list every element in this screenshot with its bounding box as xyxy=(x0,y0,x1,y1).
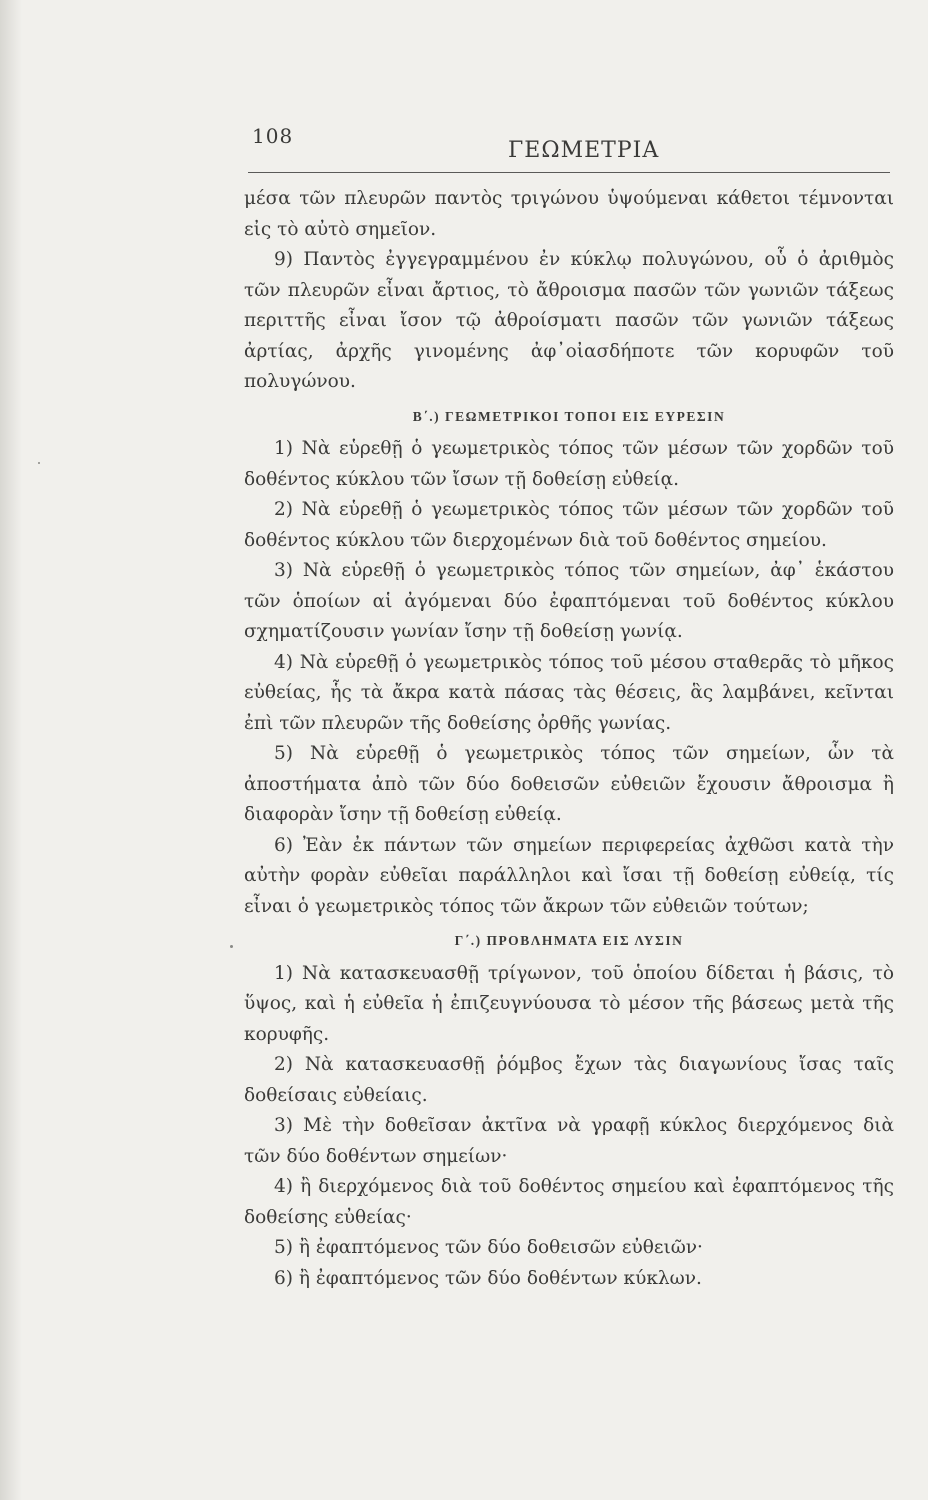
problem-5: 5) ἢ ἐφαπτόμενος τῶν δύο δοθεισῶν εὐθειῶν· xyxy=(274,1237,703,1258)
locus-exercise-1: 1) Νὰ εὑρεθῇ ὁ γεωμετρικὸς τόπος τῶν μέσων τῶν χορδῶν τοῦ δοθέντος κύκλου τῶν ἴσων τῇ δοθείσῃ εὐθείᾳ. xyxy=(244,438,894,490)
section-heading-b: Β΄.) ΓΕΩΜΕΤΡΙΚΟΙ ΤΟΠΟΙ ΕΙΣ ΕΥΡΕΣΙΝ xyxy=(412,408,726,424)
paper-speck xyxy=(230,945,233,948)
locus-exercise-4: 4) Νὰ εὑρεθῇ ὁ γεωμετρικὸς τόπος τοῦ μέσου σταθερᾶς τὸ μῆκος εὐθείας, ἧς τὰ ἄκρα κατὰ πάσας τὰς θέσεις, ἃς λαμβάνει, κεῖνται ἐπὶ τῶν πλευρῶν τῆς δοθείσης ὀρθῆς γωνίας. xyxy=(244,651,894,734)
problem-3: 3) Μὲ τὴν δοθεῖσαν ἀκτῖνα νὰ γραφῇ κύκλος διερχόμενος διὰ τῶν δύο δοθέντων σημείων· xyxy=(244,1115,894,1167)
page-number: 108 xyxy=(252,124,294,148)
locus-exercise-2: 2) Νὰ εὑρεθῇ ὁ γεωμετρικὸς τόπος τῶν μέσων τῶν χορδῶν τοῦ δοθέντος κύκλου τῶν διερχομένων διὰ τοῦ δοθέντος σημείου. xyxy=(244,499,894,551)
page-body xyxy=(244,184,894,1294)
locus-exercise-6: 6) Ἐὰν ἐκ πάντων τῶν σημείων περιφερείας ἀχθῶσι κατὰ τὴν αὐτὴν φορὰν εὐθεῖαι παράλληλοι καὶ ἴσαι τῇ δοθείσῃ εὐθείᾳ, τίς εἶναι ὁ γεωμετρικὸς τόπος τῶν ἄκρων τῶν εὐθειῶν τούτων; xyxy=(244,834,894,917)
theorem-9: 9) Παντὸς ἐγγεγραμμένου ἐν κύκλῳ πολυγώνου, οὗ ὁ ἀριθμὸς τῶν πλευρῶν εἶναι ἄρτιος, τὸ ἄθροισμα πασῶν τῶν γωνιῶν τάξεως περιττῆς εἶναι ἴσον τῷ ἀθροίσματι πασῶν τῶν γωνιῶν τάξεως ἀρτίας, ἀρχῆς γινομένης ἀφ᾽οἰασδήποτε τῶν κορυφῶν τοῦ πολυγώνου. xyxy=(244,249,894,392)
problem-2: 2) Νὰ κατασκευασθῇ ῥόμβος ἔχων τὰς διαγωνίους ἴσας ταῖς δοθείσαις εὐθείαις. xyxy=(244,1054,894,1106)
paper-speck xyxy=(38,462,40,464)
problem-6: 6) ἢ ἐφαπτόμενος τῶν δύο δοθέντων κύκλων. xyxy=(274,1267,702,1289)
section-heading-g: Γ΄.) ΠΡΟΒΛΗΜΑΤΑ ΕΙΣ ΛΥΣΙΝ xyxy=(454,933,684,948)
page-gutter-shadow xyxy=(0,0,22,1500)
paragraph-continuation: μέσα τῶν πλευρῶν παντὸς τριγώνου ὑψούμεναι κάθετοι τέμνονται εἰς τὸ αὐτὸ σημεῖον. xyxy=(244,188,894,240)
locus-exercise-3: 3) Νὰ εὑρεθῇ ὁ γεωμετρικὸς τόπος τῶν σημείων, ἀφ᾽ ἑκάστου τῶν ὁποίων αἱ ἀγόμεναι δύο ἐφαπτόμεναι τοῦ δοθέντος κύκλου σχηματίζουσιν γωνίαν ἴσην τῇ δοθείσῃ γωνίᾳ. xyxy=(244,560,894,642)
problem-1: 1) Νὰ κατασκευασθῇ τρίγωνον, τοῦ ὁποίου δίδεται ἡ βάσις, τὸ ὕψος, καὶ ἡ εὐθεῖα ἡ ἐπιζευγνύουσα τὸ μέσον τῆς βάσεως μετὰ τῆς κορυφῆς. xyxy=(244,962,894,1045)
header-rule xyxy=(248,172,890,173)
problem-4: 4) ἢ διερχόμενος διὰ τοῦ δοθέντος σημείου καὶ ἐφαπτόμενος τῆς δοθείσης εὐθείας· xyxy=(244,1176,894,1228)
running-title: ΓΕΩΜΕΤΡΙΑ xyxy=(508,138,660,163)
locus-exercise-5: 5) Νὰ εὑρεθῇ ὁ γεωμετρικὸς τόπος τῶν σημείων, ὧν τὰ ἀποστήματα ἀπὸ τῶν δύο δοθεισῶν εὐθειῶν ἔχουσιν ἄθροισμα ἢ διαφορὰν ἴσην τῇ δοθείσῃ εὐθείᾳ. xyxy=(244,743,894,825)
